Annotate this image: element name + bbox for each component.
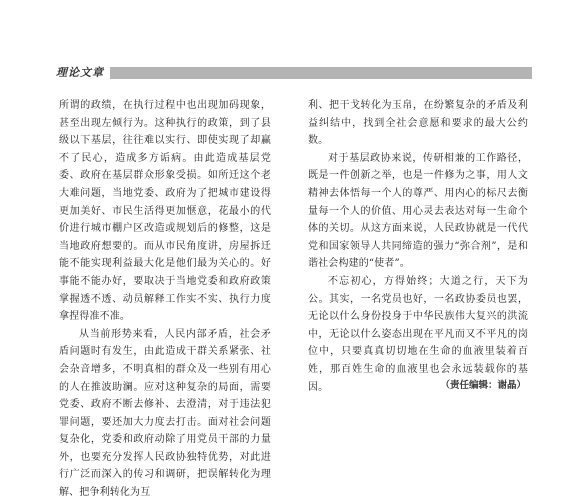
left-column bbox=[59, 97, 271, 502]
header-band bbox=[110, 67, 532, 79]
right-column bbox=[308, 97, 528, 396]
section-header bbox=[56, 66, 532, 80]
right-paragraph-3: 不忘初心，方得始终；大道之行，天下为公。其实，一名党员也好，一名政协委员也罢，无论以什么身份投身于中华民族伟大复兴的洪流中，无论以什么姿态出现在平凡而又不平凡的岗位中，只要真真切切地在生命的血液里装着百姓，那百姓生命的血液里也会永远装载你的基因。 bbox=[308, 275, 528, 393]
left-paragraph-2: 从当前形势来看，人民内部矛盾，社会矛盾问题时有发生，由此造成干群关系紧张、社会杂音增多，不明真相的群众及一些别有用心的人在推波助澜。应对这种复杂的局面，需要党委、政府不断去修补、去澄清，对于违法犯罪问题，要还加大力度去打击。面对社会问题复杂化，党委和政府动除了用党员干部的力量外，也要充分发挥人民政协独特优势，对此进行广泛而深入的传习和调研，把误解转化为理解、把争利转化为互 bbox=[59, 328, 271, 499]
editor-credit: （责任编辑：谢晶） bbox=[440, 380, 526, 391]
right-paragraph-2: 对于基层政协来说，传研相兼的工作路径，既是一件创新之举，也是一件修为之事，用人文精神去体悟每一个人的尊严、用内心的标尺去衡量每一个人的价值、用心灵去表达对每一生命个体的关切。从这方面来说，人民政协就是一代代党和国家领导人共同缔造的强力“弥合剂”，是和谐社会构建的“使者”。 bbox=[308, 152, 528, 270]
right-paragraph-1: 利、把干戈转化为玉帛，在纷繁复杂的矛盾及利益纠结中，找到全社会意愿和要求的最大公约数。 bbox=[308, 100, 528, 147]
section-title: 理论文章 bbox=[56, 66, 104, 79]
left-paragraph-1: 所谓的政绩，在执行过程中也出现加码现象，甚至出现左倾行为。这种执行的政策，到了县级以下基层，往往难以实行、即使实现了却赢不了民心，造成多方诟病。由此造成基层党委、政府在基层群众形象受损。如所迁这个老大难问题，当地党委、政府为了把城市建设得更加美好、市民生活得更加惬意，花最小的代价进行城市棚户区改造或规划后的修整，这是当地政府想要的。而从市民角度讲，房屋拆迁能不能实现利益最大化是他们最为关心的。好事能不能办好，要取决于当地党委和政府政策掌握透不透、动员解释工作实不实、执行力度拿捏得准不准。 bbox=[59, 100, 271, 323]
